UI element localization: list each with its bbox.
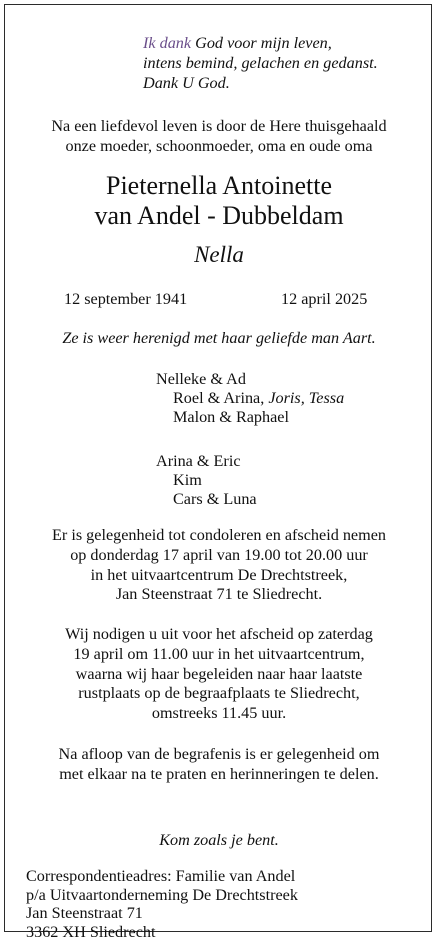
name-line-1: Pieternella Antoinette [106,171,332,200]
poem-line-1 [143,33,378,53]
farewell-paragraph [0,625,438,724]
farewell-line: rustplaats op de begraafplaats te Sliedrecht, [78,684,360,703]
family-1-head: Nelleke & Ad [156,370,246,388]
family-1-line-2 [156,389,344,408]
farewell-line: waarna wij haar begeleiden naar haar laatste [75,664,363,683]
family-group-1 [156,370,344,427]
condolence-line: Jan Steenstraat 71 te Sliedrecht. [115,585,323,604]
family-2-line-2: Kim [173,471,202,489]
condolence-line: Er is gelegenheid tot condoleren en afscheid nemen [52,526,386,544]
correspondence-address [26,867,298,942]
grandchildren-names: Joris, Tessa [268,389,345,407]
family-1-line-2-plain: Roel & Arina, [173,389,269,407]
family-group-2 [156,452,257,509]
death-date: 12 april 2025 [281,290,368,308]
family-2-head: Arina & Eric [156,452,241,470]
intro-line-1: Na een liefdevol leven is door de Here thuisgehaald [51,117,387,135]
poem-line-3: Dank U God. [143,74,230,92]
farewell-line: Wij nodigen u uit voor het afscheid op zaterdag [65,625,373,643]
poem-line-2: intens bemind, gelachen en gedanst. [143,54,378,72]
closing-line: Kom zoals je bent. [159,831,279,849]
deceased-name [0,171,438,231]
intro-text [0,116,438,156]
address-line: Correspondentieadres: Familie van Andel [26,867,296,885]
nickname: Nella [194,242,244,267]
address-line: 3362 XH Sliedrecht [26,923,156,942]
address-line: Jan Steenstraat 71 [26,904,143,923]
family-2-line-3: Cars & Luna [173,490,257,508]
afterward-line: Na afloop van de begrafenis is er gelegenheid om [58,745,380,763]
poem-line-1-rest: God voor mijn leven, [191,34,332,52]
family-1-line-3: Malon & Raphael [173,408,289,426]
afterward-paragraph [0,745,438,785]
poem-dank: Ik dank [143,34,192,52]
farewell-line: 19 april om 11.00 uur in het uitvaartcentrum, [73,644,365,663]
farewell-line: omstreeks 11.45 uur. [151,704,287,723]
condolence-line: op donderdag 17 april van 19.00 tot 20.00 uur [70,545,368,564]
condolence-paragraph [0,526,438,605]
condolence-line: in het uitvaartcentrum De Drechtstreek, [90,565,348,584]
name-line-2: van Andel - Dubbeldam [94,201,344,230]
address-line: p/a Uitvaartonderneming De Drechtstreek [26,885,298,904]
intro-line-2: onze moeder, schoonmoeder, oma en oude oma [65,137,373,155]
afterward-line: met elkaar na te praten en herinneringen te delen. [59,764,379,783]
poem [143,33,378,93]
birth-date: 12 september 1941 [64,290,188,308]
reunited-line: Ze is weer herenigd met haar geliefde man Aart. [62,329,376,347]
